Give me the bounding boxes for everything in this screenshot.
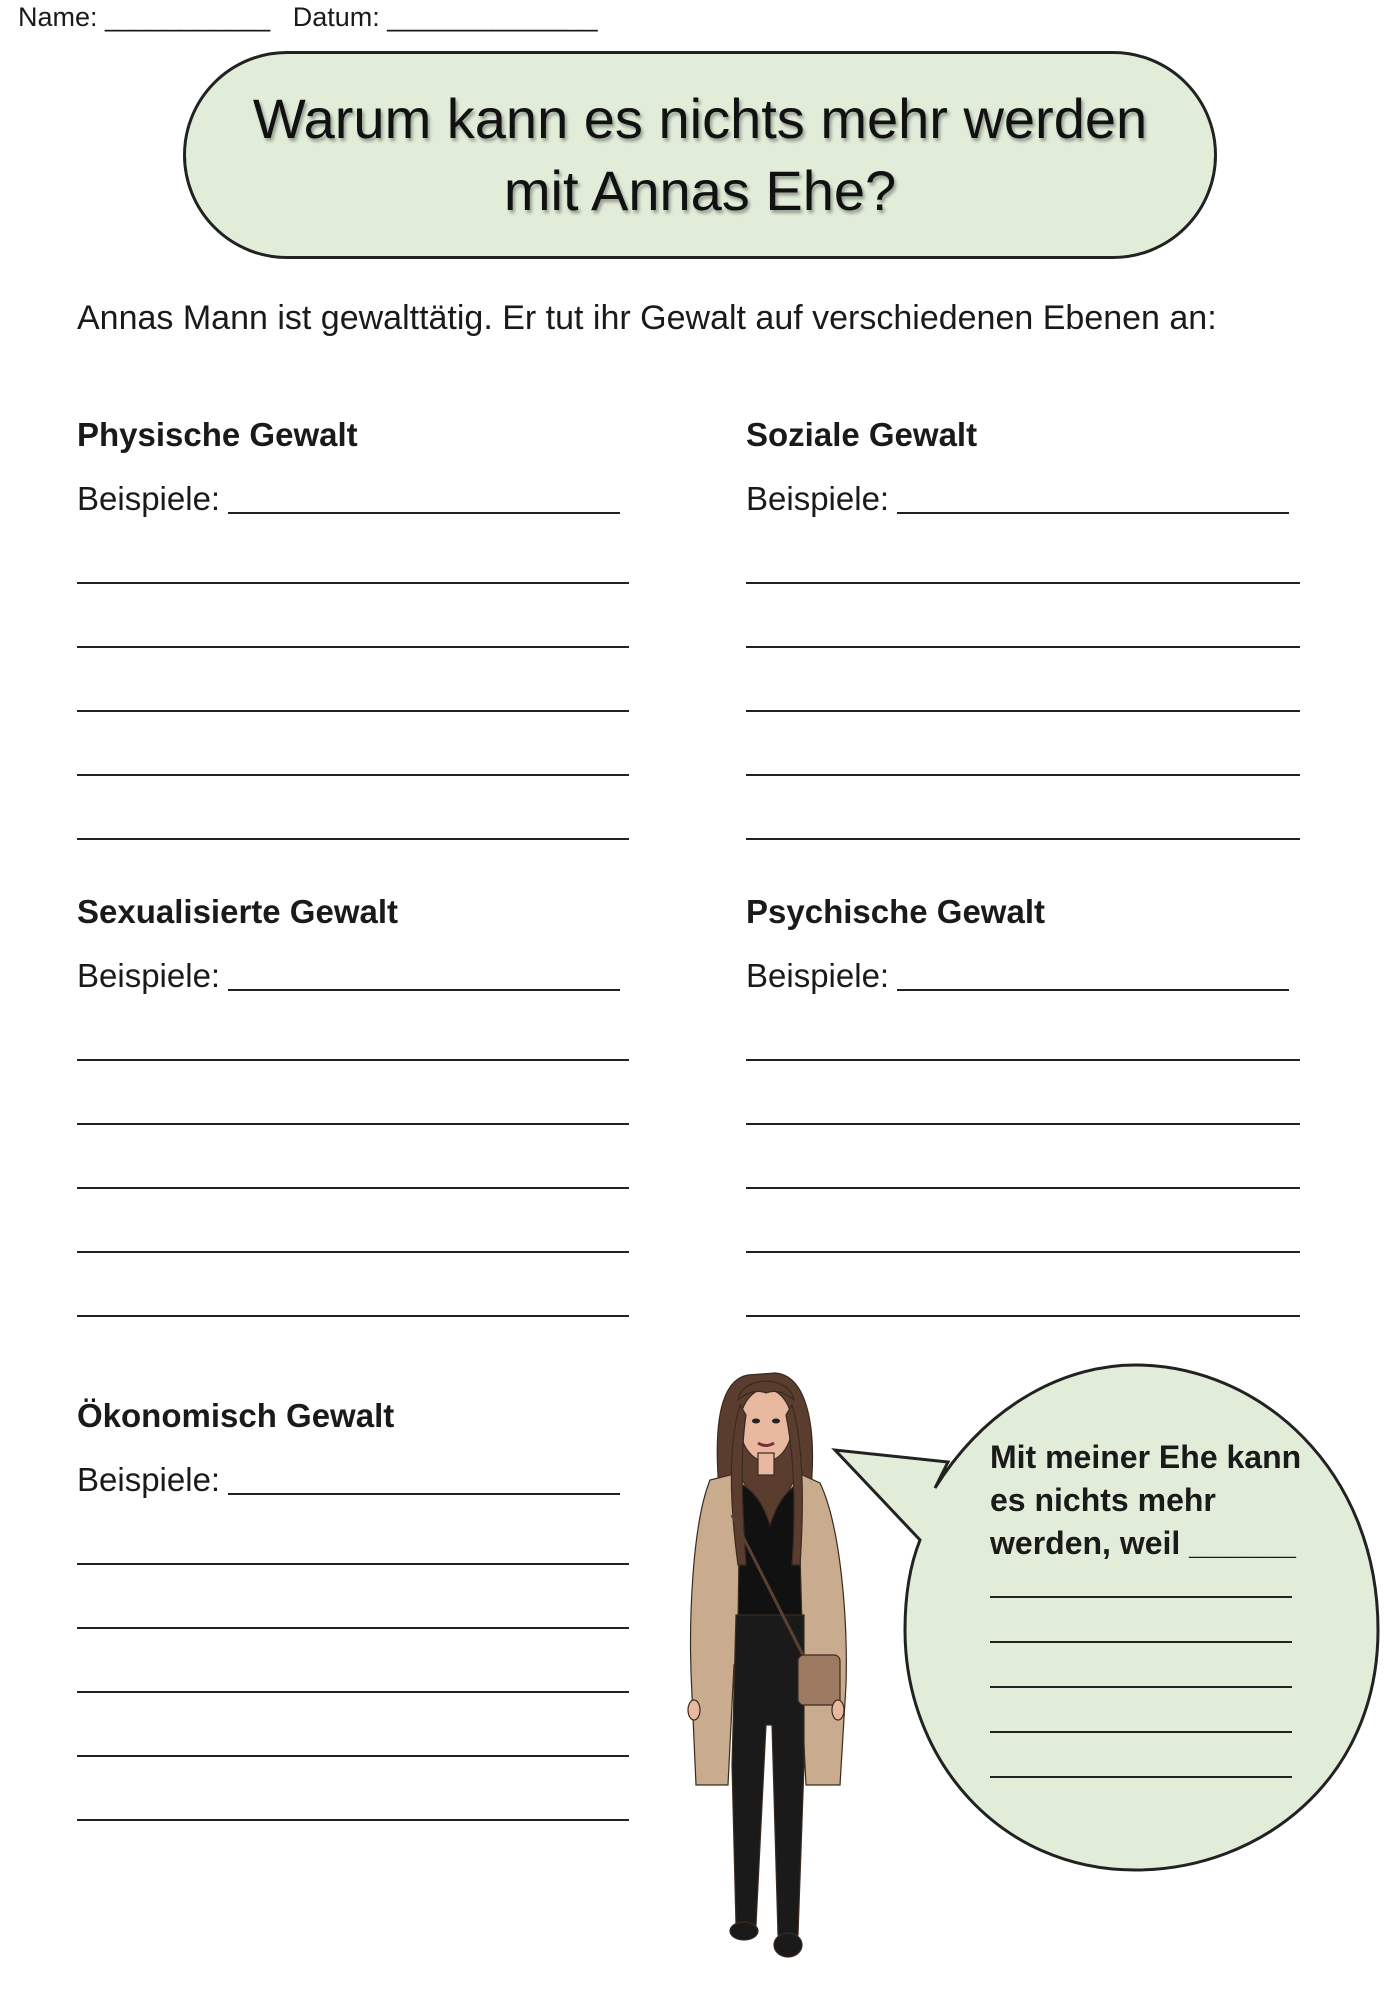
answer-line[interactable] bbox=[77, 1251, 629, 1253]
name-label[interactable]: Name: ___________ bbox=[18, 2, 271, 32]
answer-line[interactable] bbox=[77, 774, 629, 776]
examples-row-psychological[interactable] bbox=[746, 957, 1289, 995]
examples-label: Beispiele: bbox=[77, 957, 221, 994]
answer-line[interactable] bbox=[746, 838, 1300, 840]
bubble-line-1: Mit meiner Ehe kann bbox=[990, 1439, 1302, 1475]
title-banner bbox=[183, 51, 1217, 259]
answer-line[interactable] bbox=[746, 1315, 1300, 1317]
answer-line[interactable] bbox=[746, 1187, 1300, 1189]
bubble-line-3[interactable]: werden, weil ______ bbox=[990, 1525, 1296, 1561]
bubble-answer-line[interactable] bbox=[990, 1686, 1292, 1688]
answer-line[interactable] bbox=[77, 1819, 629, 1821]
name-date-line bbox=[18, 2, 597, 33]
examples-answer-line[interactable] bbox=[228, 989, 620, 991]
answer-line[interactable] bbox=[77, 1691, 629, 1693]
examples-answer-line[interactable] bbox=[897, 512, 1289, 514]
answer-line[interactable] bbox=[746, 710, 1300, 712]
page-title-line-1: Warum kann es nichts mehr werden bbox=[252, 87, 1148, 150]
bubble-line-2: es nichts mehr bbox=[990, 1482, 1216, 1518]
answer-line[interactable] bbox=[746, 774, 1300, 776]
answer-line[interactable] bbox=[77, 1315, 629, 1317]
answer-line[interactable] bbox=[746, 1251, 1300, 1253]
answer-line[interactable] bbox=[746, 1123, 1300, 1125]
examples-label: Beispiele: bbox=[746, 957, 890, 994]
examples-label: Beispiele: bbox=[77, 480, 221, 517]
intro-text: Annas Mann ist gewalttätig. Er tut ihr Gewalt auf verschiedenen Ebenen an: bbox=[77, 299, 1217, 337]
examples-answer-line[interactable] bbox=[228, 512, 620, 514]
examples-row-social[interactable] bbox=[746, 480, 1289, 518]
answer-line[interactable] bbox=[77, 1059, 629, 1061]
bubble-answer-line[interactable] bbox=[990, 1641, 1292, 1643]
section-heading-sexualized: Sexualisierte Gewalt bbox=[77, 893, 398, 930]
answer-line[interactable] bbox=[746, 1059, 1300, 1061]
section-heading-social: Soziale Gewalt bbox=[746, 416, 978, 453]
page-title-line-2: mit Annas Ehe? bbox=[503, 159, 897, 222]
answer-line[interactable] bbox=[746, 582, 1300, 584]
section-heading-psychological: Psychische Gewalt bbox=[746, 893, 1045, 930]
examples-label: Beispiele: bbox=[746, 480, 890, 517]
bubble-answer-line[interactable] bbox=[990, 1776, 1292, 1778]
examples-answer-line[interactable] bbox=[897, 989, 1289, 991]
answer-line[interactable] bbox=[77, 1187, 629, 1189]
examples-row-economic[interactable] bbox=[77, 1461, 620, 1499]
answer-line[interactable] bbox=[77, 1123, 629, 1125]
examples-answer-line[interactable] bbox=[228, 1493, 620, 1495]
examples-row-sexualized[interactable] bbox=[77, 957, 620, 995]
bubble-answer-line[interactable] bbox=[990, 1596, 1292, 1598]
answer-line[interactable] bbox=[77, 646, 629, 648]
section-heading-economic: Ökonomisch Gewalt bbox=[77, 1397, 395, 1434]
section-heading-physical: Physische Gewalt bbox=[77, 416, 358, 453]
bubble-answer-line[interactable] bbox=[990, 1731, 1292, 1733]
answer-line[interactable] bbox=[77, 582, 629, 584]
answer-line[interactable] bbox=[77, 1563, 629, 1565]
answer-line[interactable] bbox=[77, 710, 629, 712]
answer-line[interactable] bbox=[77, 1755, 629, 1757]
answer-line[interactable] bbox=[746, 646, 1300, 648]
date-label[interactable]: Datum: ______________ bbox=[292, 2, 598, 32]
answer-line[interactable] bbox=[77, 1627, 629, 1629]
examples-label: Beispiele: bbox=[77, 1461, 221, 1498]
speech-bubble-text bbox=[990, 1436, 1320, 1565]
examples-row-physical[interactable] bbox=[77, 480, 620, 518]
answer-line[interactable] bbox=[77, 838, 629, 840]
